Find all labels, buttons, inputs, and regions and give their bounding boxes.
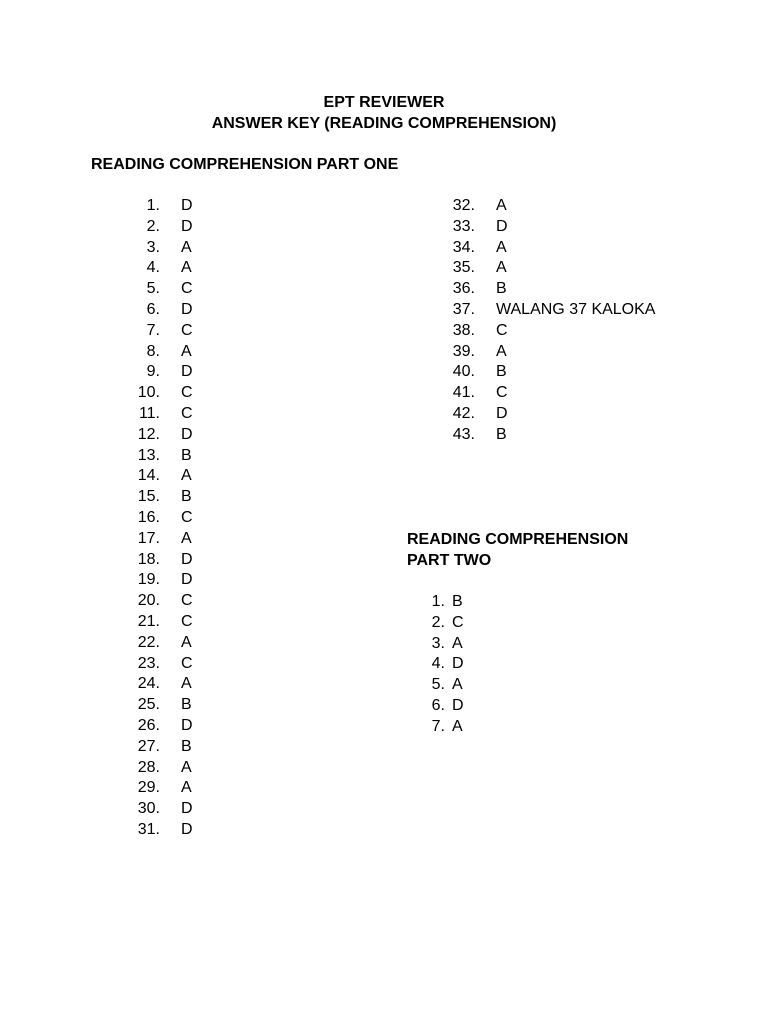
question-number: 1. [431,593,445,610]
answer-item [120,612,193,633]
answer-item [120,633,193,654]
question-number: 9. [146,363,160,381]
answer-letter: A [496,259,507,277]
question-number: 3. [146,238,160,256]
answer-item [120,217,193,238]
answer-letter: A [496,238,507,256]
part-two-answers [413,592,464,738]
question-number: 4. [431,655,445,673]
question-number: 28. [137,758,160,776]
question-number: 26. [137,716,160,734]
question-number: 5. [431,676,445,694]
answer-item [413,613,464,634]
answer-letter: B [496,363,507,381]
question-number: 20. [137,592,160,610]
question-number: 38. [452,321,475,339]
answer-item [120,820,193,841]
answer-letter: D [496,217,508,235]
question-number: 33. [452,217,475,235]
answer-item [413,717,464,738]
answer-letter: A [452,717,463,735]
title-block [0,92,768,134]
answer-letter: A [181,529,192,547]
question-number: 4. [146,259,160,277]
answer-letter: D [181,716,193,734]
document-title: EPT REVIEWER [323,94,445,111]
answer-letter: C [181,404,193,422]
answer-letter: C [181,654,193,672]
answer-item [120,550,193,571]
answer-letter: A [496,342,507,360]
answer-item [120,466,193,487]
answer-letter: C [452,613,464,631]
question-number: 40. [452,363,475,381]
question-number: 22. [137,633,160,651]
answer-letter: A [181,467,192,485]
answer-item [120,758,193,779]
question-number: 31. [137,820,160,838]
answer-letter: B [181,446,192,464]
answer-item [120,425,193,446]
question-number: 1. [146,197,160,214]
answer-item [120,238,193,259]
answer-letter: A [181,758,192,776]
question-number: 13. [137,446,160,464]
answer-letter: A [181,342,192,360]
part-one-answers-column-two [435,196,655,446]
answer-item [120,737,193,758]
answer-letter: C [181,612,193,630]
answer-letter: B [181,488,192,506]
question-number: 24. [137,675,160,693]
answer-item [120,279,193,300]
question-number: 14. [137,467,160,485]
answer-item [413,675,464,696]
question-number: 12. [137,425,160,443]
answer-item [120,591,193,612]
answer-letter: A [452,676,463,694]
question-number: 11. [138,404,160,422]
answer-item [413,696,464,717]
answer-item [413,592,464,613]
part-two-heading [407,529,667,571]
answer-item [120,321,193,342]
question-number: 6. [431,696,445,714]
question-number: 7. [431,717,445,735]
answer-item [413,634,464,655]
part-two-heading-line2: PART TWO [407,552,492,569]
question-number: 6. [146,300,160,318]
question-number: 43. [452,425,475,443]
answer-item [120,778,193,799]
answer-letter: B [181,696,192,714]
answer-item [120,446,193,467]
answer-item [120,716,193,737]
question-number: 42. [452,404,475,422]
question-number: 29. [137,779,160,797]
question-number: 16. [137,508,160,526]
part-one-answers-column-one [120,196,193,841]
question-number: 21. [137,612,160,630]
answer-item [435,383,655,404]
question-number: 25. [137,696,160,714]
question-number: 15. [137,488,160,506]
question-number: 17. [137,529,160,547]
answer-item [435,425,655,446]
answer-item [435,196,655,217]
answer-letter: A [181,259,192,277]
part-two-heading-line1: READING COMPREHENSION [407,531,629,548]
question-number: 8. [146,342,160,360]
answer-item [435,321,655,342]
answer-letter: B [181,737,192,755]
answer-letter: D [181,363,193,381]
question-number: 32. [452,197,475,214]
answer-item [435,362,655,383]
answer-letter: C [181,508,193,526]
answer-letter: D [181,217,193,235]
answer-item [120,674,193,695]
answer-letter: A [452,634,463,652]
question-number: 7. [146,321,160,339]
answer-letter: A [496,197,507,214]
question-number: 2. [431,613,445,631]
answer-letter: D [181,550,193,568]
answer-item [120,342,193,363]
answer-item [413,654,464,675]
answer-letter: D [181,197,193,214]
answer-item [120,300,193,321]
answer-letter: C [181,321,193,339]
question-number: 39. [452,342,475,360]
answer-letter: C [181,384,193,402]
question-number: 2. [146,217,160,235]
answer-item [120,570,193,591]
answer-item [435,279,655,300]
answer-letter: C [496,321,508,339]
answer-item [120,362,193,383]
answer-letter: B [452,593,463,610]
answer-letter: B [496,425,507,443]
answer-letter: C [181,592,193,610]
question-number: 36. [452,280,475,298]
answer-letter: D [452,696,464,714]
document-subtitle: ANSWER KEY (READING COMPREHENSION) [211,115,557,132]
answer-letter: D [452,655,464,673]
question-number: 34. [452,238,475,256]
answer-item [120,487,193,508]
answer-item [120,529,193,550]
answer-letter: D [181,820,193,838]
answer-letter: WALANG 37 KALOKA [496,300,656,318]
answer-item [435,300,655,321]
answer-letter: A [181,675,192,693]
answer-letter: A [181,633,192,651]
answer-item [435,404,655,425]
answer-item [120,404,193,425]
question-number: 19. [137,571,160,589]
answer-letter: B [496,280,507,298]
answer-letter: A [181,779,192,797]
question-number: 41. [452,384,475,402]
answer-letter: D [181,571,193,589]
answer-letter: D [181,300,193,318]
question-number: 35. [452,259,475,277]
answer-item [120,383,193,404]
answer-item [435,342,655,363]
answer-item [120,258,193,279]
question-number: 3. [431,634,445,652]
answer-letter: D [181,800,193,818]
answer-item [435,258,655,279]
answer-item [435,217,655,238]
answer-item [120,799,193,820]
answer-letter: D [496,404,508,422]
answer-item [120,654,193,675]
question-number: 10. [137,384,160,402]
answer-item [435,238,655,259]
answer-item [120,196,193,217]
question-number: 5. [146,280,160,298]
answer-letter: C [181,280,193,298]
question-number: 23. [137,654,160,672]
question-number: 37. [452,300,475,318]
question-number: 27. [137,737,160,755]
question-number: 30. [137,800,160,818]
answer-letter: C [496,384,508,402]
answer-item [120,508,193,529]
answer-letter: A [181,238,192,256]
answer-letter: D [181,425,193,443]
question-number: 18. [137,550,160,568]
part-one-heading: READING COMPREHENSION PART ONE [91,156,399,173]
answer-item [120,695,193,716]
